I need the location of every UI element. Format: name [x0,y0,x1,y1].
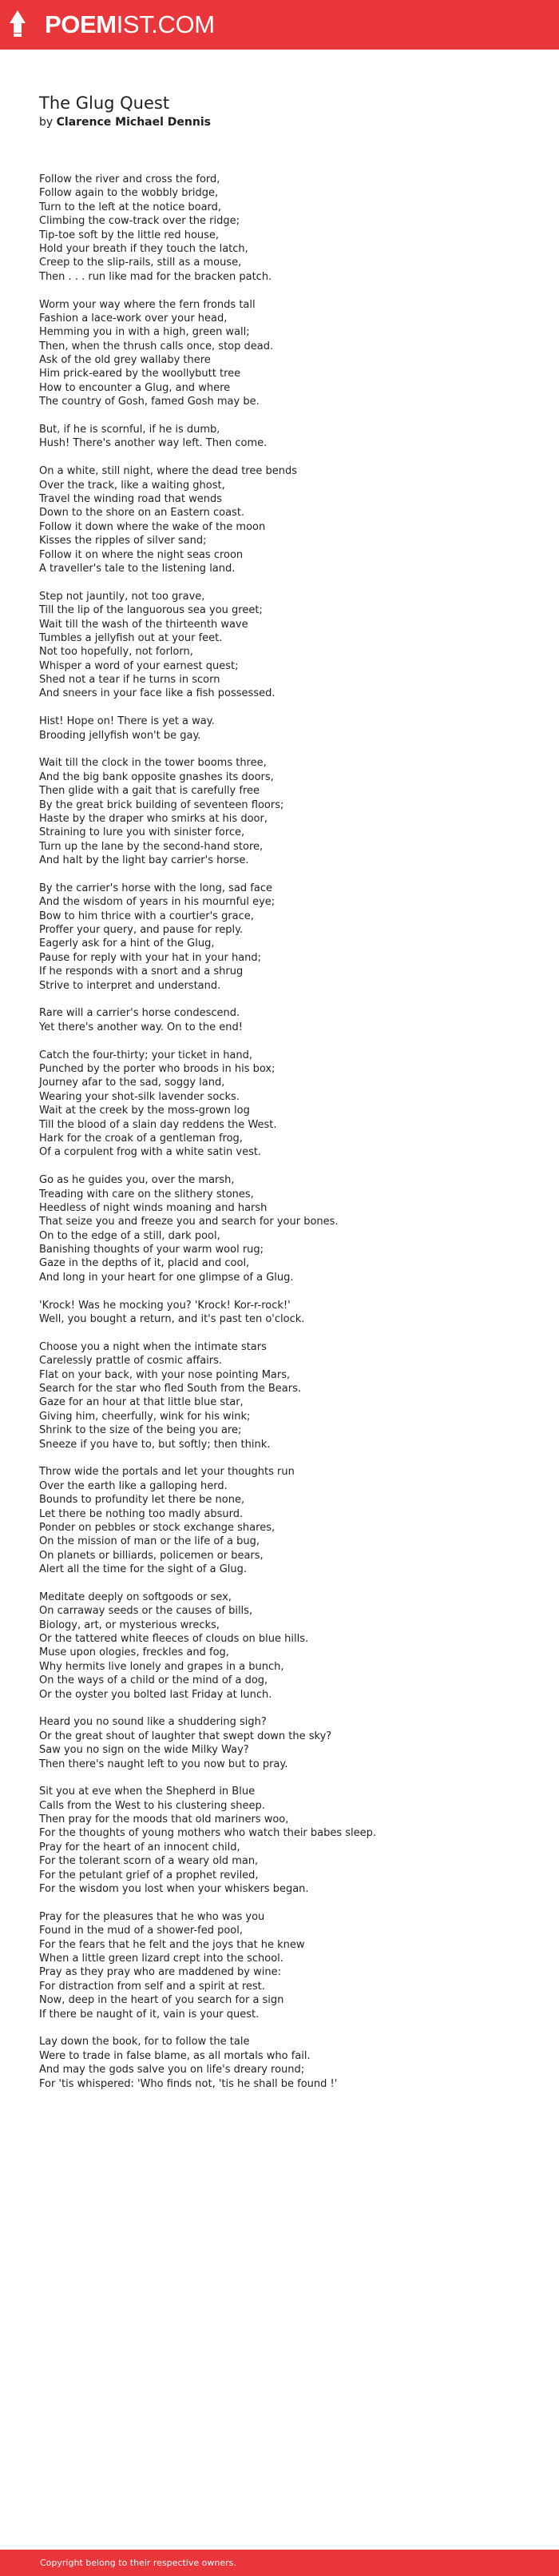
byline [39,114,211,130]
poem-line: Then pray for the moods that old mariners woo, [39,1814,289,1826]
stanza [39,1591,534,1702]
poem-line: Climbing the cow-track over the ridge; [39,215,240,228]
poem-line: And halt by the light bay carrier's horse. [39,854,249,867]
stanza [39,590,534,701]
poem-line: Pray as they pray who are maddened by wine: [39,1966,281,1979]
poem-line: Why hermits live lonely and grapes in a bunch, [39,1660,284,1673]
poem-line: Or the great shout of laughter that swept down the sky? [39,1730,332,1742]
poem-line: Meditate deeply on softgoods or sex, [39,1591,232,1603]
poem-line: Throw wide the portals and let your thoughts run [39,1466,295,1479]
poem-line: Saw you no sign on the wide Milky Way? [39,1744,249,1757]
poem-line: Over the earth like a galloping herd. [39,1479,228,1492]
poem-line: Pray for the heart of an innocent child, [39,1841,240,1853]
poem-line: Wait at the creek by the moss-grown log [39,1105,250,1117]
copyright-notice: Copyright belong to their respective owners. [40,2558,236,2568]
poem-line: On a white, still night, where the dead tree bends [39,465,298,478]
stanza [39,2035,534,2091]
poem-line: Not too hopefully, not forlorn, [39,646,193,659]
poem-line: Kisses the ripples of silver sand; [39,535,207,547]
poem-line: 'Krock! Was he mocking you? 'Krock! Kor-r-rock!' [39,1299,291,1312]
stanza [39,1715,534,1771]
poem-line: Banishing thoughts of your warm wool rug; [39,1244,264,1256]
poem-line: For the fears that he felt and the joys that he knew [39,1938,305,1951]
poem-line: Then glide with a gait that is carefully free [39,785,260,798]
poem-line: Hark for the croak of a gentleman frog, [39,1132,243,1145]
poem-line: On the ways of a child or the mind of a dog, [39,1674,268,1687]
poem-line: Of a corpulent frog with a white satin vest. [39,1146,262,1159]
poem-line: Catch the four-thirty; your ticket in hand, [39,1049,253,1061]
poem-line: Biology, art, or mysterious wrecks, [39,1618,220,1631]
poem-line: Yet there's another way. On to the end! [39,1021,243,1033]
poem-line: Hemming you in with a high, green wall; [39,326,250,339]
poem-line: Muse upon ologies, freckles and fog, [39,1646,229,1659]
poem-line: Till the lip of the languorous sea you greet; [39,604,263,617]
stanza [39,173,534,284]
poem-line: And may the gods salve you on life's dreary round; [39,2064,305,2076]
poem-line: How to encounter a Glug, and where [39,381,231,394]
poem-line: Bounds to profundity let there be none, [39,1494,245,1507]
poem-line: Straining to lure you with sinister force, [39,826,245,839]
poem-line: Haste by the draper who smirks at his door, [39,812,268,825]
site-logo[interactable] [45,10,215,40]
poem-line: Ponder on pebbles or stock exchange shares, [39,1521,276,1534]
poem-line: When a little green lizard crept into the school. [39,1953,283,1965]
stanza [39,464,534,575]
logo-bold-text: POEM [45,10,117,38]
poem-line: Then . . . run like mad for the bracken patch. [39,270,272,283]
poem-line: Over the track, like a waiting ghost, [39,479,225,492]
poem-line: Travel the winding road that wends [39,492,223,505]
poem-line: Ask of the old grey wallaby there [39,354,211,367]
poem-line: Now, deep in the heart of you search for a sign [39,1994,284,2007]
poem-line: For the thoughts of young mothers who watch their babes sleep. [39,1827,377,1840]
poem-line: Then there's naught left to you now but to pray. [39,1758,288,1770]
stanza [39,756,534,867]
poem-line: If there be naught of it, vain is your quest. [39,2008,260,2021]
poem-line: Heedless of night winds moaning and harsh [39,1201,268,1214]
poem-line: Wait till the clock in the tower booms three, [39,757,267,770]
poem-line: Eagerly ask for a hint of the Glug, [39,938,215,950]
poem-line: Him prick-eared by the woollybutt tree [39,368,241,380]
poem-line: Wearing your shot-silk lavender socks. [39,1090,240,1103]
poem-line: Shrink to the size of the being you are; [39,1424,242,1437]
poem-line: Then, when the thrush calls once, stop dead. [39,340,274,352]
poem-body [39,173,534,2104]
poem-line: But, if he is scornful, if he is dumb, [39,424,220,436]
poem-line: And the big bank opposite gnashes its doors, [39,770,274,783]
poem-line: Follow again to the wobbly bridge, [39,187,219,200]
poem-line: Wait till the wash of the thirteenth wave [39,618,248,631]
poem-line: Were to trade in false blame, as all mortals who fail. [39,2049,311,2062]
poem-line: Let there be nothing too madly absurd. [39,1507,244,1520]
poem-line: On to the edge of a still, dark pool, [39,1229,220,1242]
poem-line: Follow the river and cross the ford, [39,173,220,185]
poem-line: Hist! Hope on! There is yet a way. [39,715,215,728]
poem-line: Gaze in the depths of it, placid and cool, [39,1257,250,1270]
poem-line: And sneers in your face like a fish possessed. [39,687,276,700]
poem-line: The country of Gosh, famed Gosh may be. [39,396,260,408]
poem-line: Turn to the left at the notice board, [39,201,222,213]
logo-rest-text: IST.COM [116,10,215,38]
poem-line: Or the oyster you bolted last Friday at lunch. [39,1688,272,1701]
poem-line: On planets or billiards, policemen or bears, [39,1549,264,1562]
poem-line: Tumbles a jellyfish out at your feet. [39,631,223,644]
poem-line: Brooding jellyfish won't be gay. [39,729,201,742]
poem-line: Step not jauntily, not too grave, [39,590,205,603]
poem-line: Pray for the pleasures that he who was you [39,1910,265,1923]
poem-line: Calls from the West to his clustering sheep. [39,1799,265,1812]
stanza [39,1465,534,1576]
site-header [0,0,559,50]
poem-line: If he responds with a snort and a shrug [39,966,244,978]
poem-line: Lay down the book, for to follow the tale [39,2036,250,2048]
stanza [39,423,534,451]
poem-line: Sit you at eve when the Shepherd in Blue [39,1786,256,1798]
poem-line: Search for the star who fled South from the Bears. [39,1382,302,1395]
poem-line: Choose you a night when the intimate stars [39,1340,267,1353]
stanza [39,1340,534,1451]
poem-line: Down to the shore on an Eastern coast. [39,507,245,520]
poem-line: Punched by the porter who broods in his box; [39,1063,276,1075]
stanza [39,715,534,743]
stanza [39,882,534,993]
stanza [39,1006,534,1034]
poem-line: Whisper a word of your earnest quest; [39,659,239,672]
poem-line: That seize you and freeze you and search for your bones. [39,1216,339,1228]
poem-line: For 'tis whispered: 'Who finds not, 'tis he shall be found !' [39,2077,338,2090]
stanza [39,1049,534,1160]
poem-line: Tip-toe soft by the little red house, [39,229,220,241]
poem-line: Carelessly prattle of cosmic affairs. [39,1355,223,1368]
poem-line: Rare will a carrier's horse condescend. [39,1007,240,1020]
poem-line: Worm your way where the fern fronds tall [39,298,256,311]
stanza [39,1785,534,1896]
poem-line: Treading with care on the slithery stones, [39,1188,254,1200]
poem-line: Gaze for an hour at that little blue star, [39,1396,244,1409]
poem-line: For the wisdom you lost when your whiskers began. [39,1883,309,1896]
poem-line: Hold your breath if they touch the latch, [39,242,248,255]
poem-line: Heard you no sound like a shuddering sigh? [39,1716,267,1729]
poem-line: Giving him, cheerfully, wink for his wink; [39,1410,251,1423]
poem-line: Go as he guides you, over the marsh, [39,1174,235,1187]
poem-line: Till the blood of a slain day reddens the West. [39,1118,277,1131]
poem-line: Pause for reply with your hat in your hand; [39,951,262,964]
quill-pen-icon[interactable] [6,9,29,39]
byline-prefix: by [39,116,54,129]
poem-line: Follow it on where the night seas croon [39,548,244,561]
poem-line: Hush! There's another way left. Then come. [39,437,268,450]
poem-line: Bow to him thrice with a courtier's grace, [39,910,254,922]
poem-line: Flat on your back, with your nose pointing Mars, [39,1368,291,1381]
poem-line: On carraway seeds or the causes of bills, [39,1605,253,1618]
poem-line: And long in your heart for one glimpse of a Glug. [39,1271,294,1284]
poem-line: For the petulant grief of a prophet reviled, [39,1869,259,1881]
poem-line: Creep to the slip-rails, still as a mouse, [39,257,242,269]
poem-line: By the great brick building of seventeen floors; [39,798,284,811]
poem-line: Found in the mud of a shower-fed pool, [39,1925,243,1937]
poem-line: Follow it down where the wake of the moon [39,520,266,533]
poem-title: The Glug Quest [39,94,170,113]
poem-line: Well, you bought a return, and it's past ten o'clock. [39,1313,305,1326]
poem-line: Fashion a lace-work over your head, [39,312,228,324]
poem-line: A traveller's tale to the listening land. [39,562,236,575]
author-name[interactable]: Clarence Michael Dennis [56,116,211,129]
stanza [39,1299,534,1327]
stanza [39,1173,534,1284]
poem-line: Proffer your query, and pause for reply. [39,924,244,937]
poem-line: For the tolerant scorn of a weary old man, [39,1855,259,1868]
stanza [39,1910,534,2021]
poem-line: On the mission of man or the life of a bug, [39,1535,260,1548]
poem-line: Or the tattered white fleeces of clouds on blue hills. [39,1633,309,1646]
poem-line: And the wisdom of years in his mournful eye; [39,896,276,909]
site-footer [0,2550,559,2576]
poem-line: By the carrier's horse with the long, sad face [39,882,272,894]
stanza [39,298,534,409]
poem-line: Alert all the time for the sight of a Glug. [39,1563,248,1576]
poem-line: For distraction from self and a spirit at rest. [39,1980,265,1993]
poem-line: Sneeze if you have to, but softly; then think. [39,1438,271,1451]
poem-line: Strive to interpret and understand. [39,979,221,992]
poem-line: Journey afar to the sad, soggy land, [39,1077,225,1089]
poem-line: Turn up the lane by the second-hand store, [39,840,264,853]
poem-line: Shed not a tear if he turns in scorn [39,674,220,687]
